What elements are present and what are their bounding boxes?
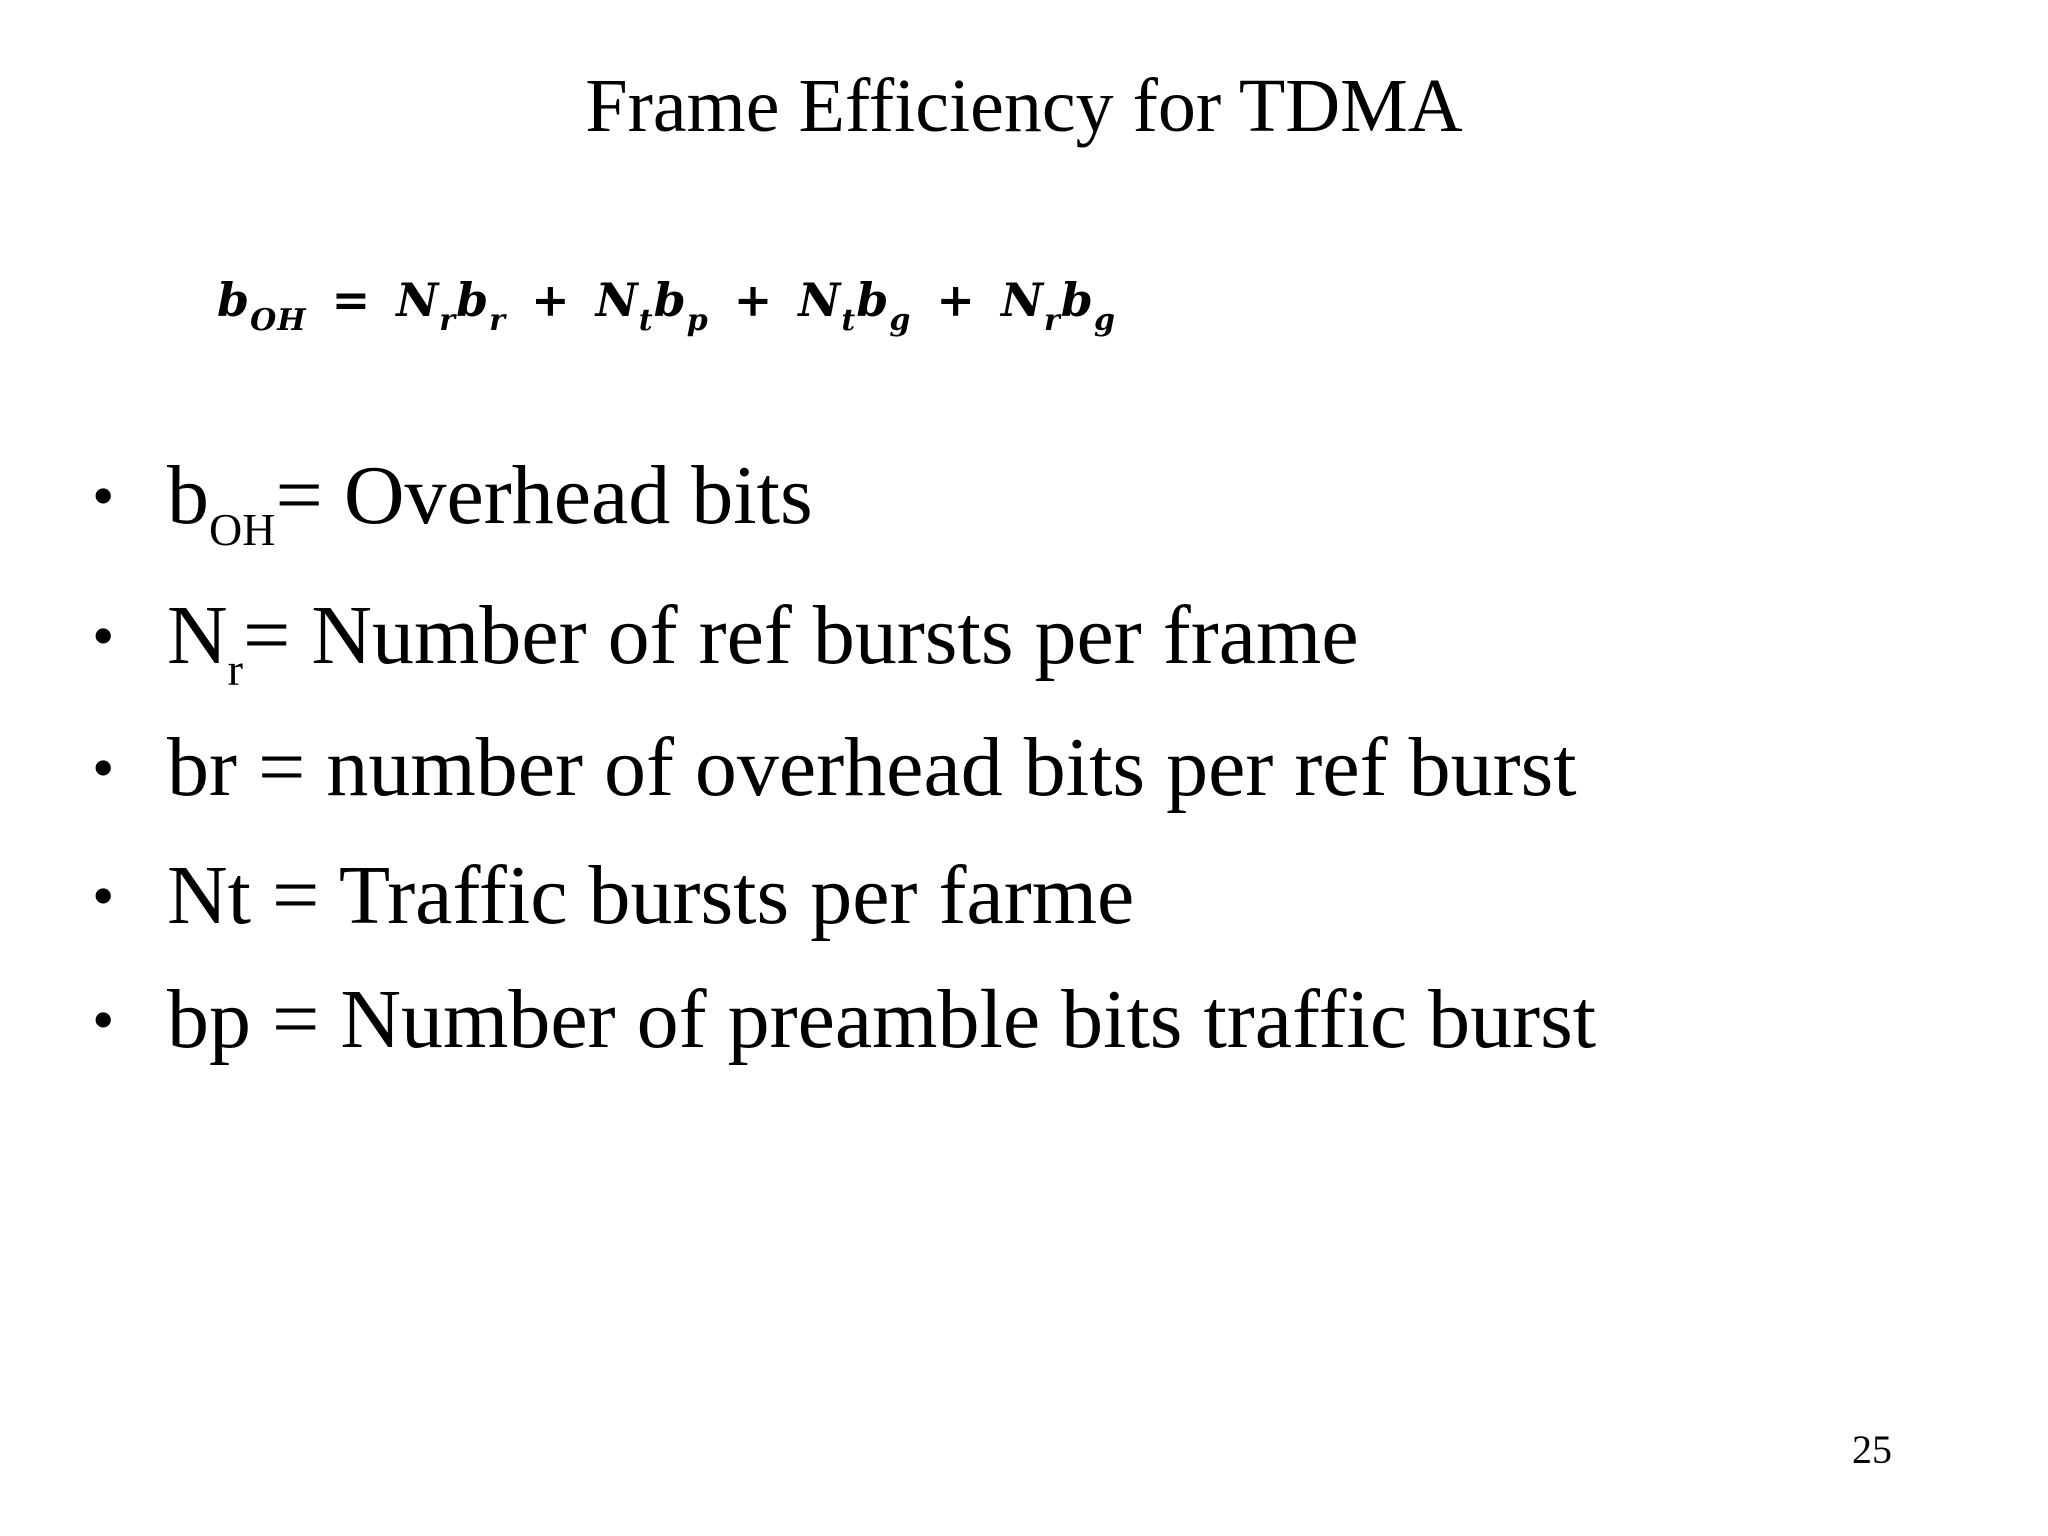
bullet-icon: • — [92, 984, 115, 1055]
list-item — [0, 972, 2048, 1082]
overhead-formula — [217, 270, 1116, 338]
page-number: 25 — [1852, 1427, 1892, 1472]
bullet-icon: • — [92, 600, 115, 671]
formula-plus: + — [531, 273, 571, 327]
bullet-text: $b_{OH}=$ Overhead bits — [167, 449, 813, 555]
formula-term: $N_tb_g$ — [798, 273, 912, 338]
list-item — [0, 588, 2048, 698]
formula-plus: + — [733, 273, 774, 327]
formula-equals: = — [331, 273, 372, 327]
bullet-text: Nt = Traffic bursts per farme — [167, 849, 1135, 942]
slide-title: Frame Efficiency for TDMA — [585, 64, 1463, 148]
bullet-icon: • — [92, 732, 115, 803]
formula-term: $N_tb_p$ — [595, 273, 709, 338]
bullet-text: bp = Number of preamble bits traffic burst — [167, 973, 1597, 1066]
formula-term: $N_rb_r$ — [396, 273, 507, 338]
bullet-icon: • — [92, 860, 115, 931]
list-item — [0, 448, 2048, 558]
list-item — [0, 848, 2048, 958]
bullet-text: $N_r=$ Number of ref bursts per frame — [167, 589, 1359, 695]
bullet-icon: • — [92, 460, 115, 531]
list-item — [0, 720, 2048, 830]
formula-term: $N_rb_g$ — [1000, 273, 1116, 338]
formula-lhs: $b_{OH}$ — [217, 273, 307, 338]
formula-plus: + — [936, 273, 976, 327]
bullet-text: br = number of overhead bits per ref burst — [167, 721, 1577, 814]
